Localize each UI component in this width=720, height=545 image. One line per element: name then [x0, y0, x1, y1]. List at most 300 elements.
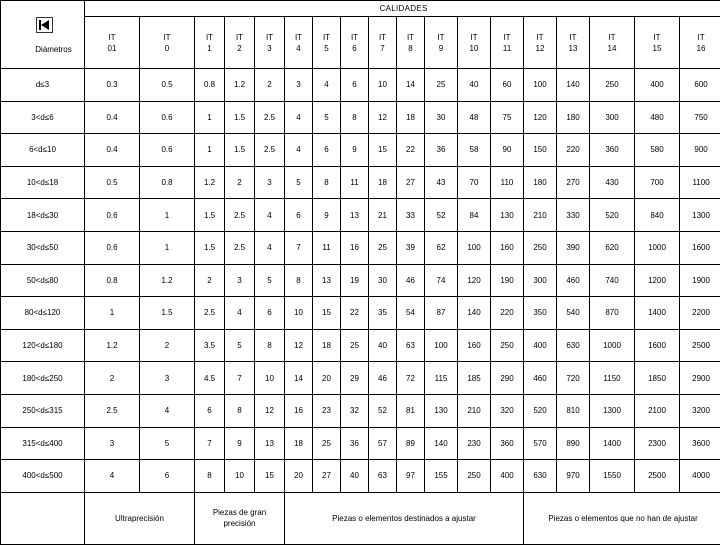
tolerance-value-cell: 220 [557, 134, 590, 167]
tolerance-value-cell: 700 [635, 166, 680, 199]
table-row [1, 394, 720, 427]
tolerance-value-cell: 14 [397, 69, 425, 102]
no-ajustar-cell [524, 492, 720, 544]
ajustar-cell [285, 492, 524, 544]
it-grade-number: 13 [557, 43, 589, 54]
tolerance-value-cell: 0.8 [85, 264, 140, 297]
tolerance-value-cell: 13 [255, 427, 285, 460]
tolerance-value-cell: 46 [369, 362, 397, 395]
it-prefix: IT [369, 32, 396, 43]
tolerance-value-cell: 1.5 [225, 134, 255, 167]
it-grade-header [285, 17, 313, 69]
tolerance-value-cell: 22 [397, 134, 425, 167]
tolerance-value-cell: 2500 [680, 329, 720, 362]
tolerance-value-cell: 1.5 [225, 101, 255, 134]
tolerance-value-cell: 190 [491, 264, 524, 297]
tolerance-value-cell: 40 [341, 460, 369, 493]
tolerance-value-cell: 320 [491, 394, 524, 427]
tolerance-value-cell: 7 [225, 362, 255, 395]
tolerance-value-cell: 360 [590, 134, 635, 167]
tolerance-value-cell: 25 [369, 231, 397, 264]
tolerance-value-cell: 20 [313, 362, 341, 395]
tolerance-value-cell: 720 [557, 362, 590, 395]
tolerance-value-cell: 480 [635, 101, 680, 134]
tolerance-value-cell: 5 [140, 427, 195, 460]
tolerance-value-cell: 57 [369, 427, 397, 460]
tolerance-value-cell: 29 [341, 362, 369, 395]
tolerance-value-cell: 19 [341, 264, 369, 297]
tolerance-value-cell: 460 [557, 264, 590, 297]
it-prefix: IT [195, 32, 224, 43]
it-grade-number: 6 [341, 43, 368, 54]
it-grade-header [225, 17, 255, 69]
tolerance-value-cell: 3 [85, 427, 140, 460]
tolerance-value-cell: 150 [524, 134, 557, 167]
tolerance-value-cell: 3200 [680, 394, 720, 427]
tolerance-value-cell: 0.6 [85, 199, 140, 232]
it-grade-header [425, 17, 458, 69]
tolerance-value-cell: 0.8 [140, 166, 195, 199]
tolerance-value-cell: 11 [341, 166, 369, 199]
tolerance-value-cell: 6 [285, 199, 313, 232]
tolerance-value-cell: 13 [341, 199, 369, 232]
tolerance-value-cell: 1150 [590, 362, 635, 395]
tolerance-value-cell: 360 [491, 427, 524, 460]
tolerance-value-cell: 210 [524, 199, 557, 232]
tolerance-value-cell: 540 [557, 297, 590, 330]
tolerance-value-cell: 100 [425, 329, 458, 362]
tolerance-value-cell: 810 [557, 394, 590, 427]
tolerance-value-cell: 630 [524, 460, 557, 493]
tolerance-value-cell: 58 [458, 134, 491, 167]
tolerance-value-cell: 570 [524, 427, 557, 460]
it-grade-header [524, 17, 557, 69]
tolerance-value-cell: 5 [255, 264, 285, 297]
tolerance-value-cell: 1 [85, 297, 140, 330]
tolerance-value-cell: 70 [458, 166, 491, 199]
table-row [1, 427, 720, 460]
tolerance-value-cell: 7 [285, 231, 313, 264]
tolerance-value-cell: 10 [285, 297, 313, 330]
tolerance-value-cell: 400 [491, 460, 524, 493]
tolerance-value-cell: 630 [557, 329, 590, 362]
tolerance-value-cell: 600 [680, 69, 720, 102]
tolerance-value-cell: 3 [255, 166, 285, 199]
gran-precision-cell [195, 492, 285, 544]
tolerance-value-cell: 160 [458, 329, 491, 362]
it-grade-header [680, 17, 720, 69]
tolerance-value-cell: 870 [590, 297, 635, 330]
tolerance-value-cell: 0.6 [85, 231, 140, 264]
table-row [1, 362, 720, 395]
footer-category-row [1, 492, 720, 544]
tolerance-value-cell: 18 [397, 101, 425, 134]
gran-precision-cell-text: precisión [195, 518, 284, 529]
tolerance-value-cell: 2200 [680, 297, 720, 330]
tolerance-value-cell: 25 [341, 329, 369, 362]
tolerance-value-cell: 115 [425, 362, 458, 395]
tolerance-value-cell: 1550 [590, 460, 635, 493]
tolerance-value-cell: 87 [425, 297, 458, 330]
it-grade-header [195, 17, 225, 69]
it-grade-header [140, 17, 195, 69]
it-grade-header [557, 17, 590, 69]
calidades-header-row [1, 1, 720, 17]
tolerance-value-cell: 2 [195, 264, 225, 297]
diametros-label: Diámetros [1, 36, 84, 55]
tolerance-value-cell: 155 [425, 460, 458, 493]
tolerance-value-cell: 1900 [680, 264, 720, 297]
tolerance-value-cell: 1400 [590, 427, 635, 460]
tolerance-value-cell: 130 [425, 394, 458, 427]
tolerance-value-cell: 8 [285, 264, 313, 297]
it-grade-number: 4 [285, 43, 312, 54]
tolerance-value-cell: 140 [458, 297, 491, 330]
tolerance-value-cell: 15 [313, 297, 341, 330]
ajustar-cell-text: Piezas o elementos destinados a ajustar [285, 513, 523, 524]
tolerance-value-cell: 12 [285, 329, 313, 362]
tolerance-value-cell: 580 [635, 134, 680, 167]
tolerance-value-cell: 2 [255, 69, 285, 102]
it-prefix: IT [285, 32, 312, 43]
tolerance-value-cell: 12 [369, 101, 397, 134]
it-grade-number: 5 [313, 43, 340, 54]
tolerance-value-cell: 10 [369, 69, 397, 102]
tolerance-value-cell: 140 [425, 427, 458, 460]
tolerance-value-cell: 2900 [680, 362, 720, 395]
tolerance-value-cell: 0.3 [85, 69, 140, 102]
tolerance-value-cell: 4 [85, 460, 140, 493]
tolerance-value-cell: 32 [341, 394, 369, 427]
tolerance-value-cell: 10 [255, 362, 285, 395]
tolerance-value-cell: 62 [425, 231, 458, 264]
tolerance-value-cell: 8 [313, 166, 341, 199]
table-row [1, 199, 720, 232]
it-grade-header [458, 17, 491, 69]
tolerance-value-cell: 40 [458, 69, 491, 102]
it-grade-header [85, 17, 140, 69]
tolerance-value-cell: 1300 [680, 199, 720, 232]
tolerance-value-cell: 350 [524, 297, 557, 330]
tolerance-value-cell: 6 [341, 69, 369, 102]
tolerance-value-cell: 400 [524, 329, 557, 362]
tolerance-value-cell: 9 [313, 199, 341, 232]
tolerance-value-cell: 6 [140, 460, 195, 493]
it-prefix: IT [458, 32, 490, 43]
it-prefix: IT [425, 32, 457, 43]
tolerance-value-cell: 15 [369, 134, 397, 167]
tolerance-value-cell: 2 [140, 329, 195, 362]
tolerance-value-cell: 16 [285, 394, 313, 427]
it-prefix: IT [397, 32, 424, 43]
tolerance-value-cell: 120 [458, 264, 491, 297]
it-prefix: IT [313, 32, 340, 43]
table-row [1, 297, 720, 330]
tolerance-value-cell: 180 [524, 166, 557, 199]
tolerance-value-cell: 12 [255, 394, 285, 427]
it-prefix: IT [140, 32, 194, 43]
tolerance-value-cell: 9 [225, 427, 255, 460]
it-grade-number: 11 [491, 43, 523, 54]
tolerance-value-cell: 1.2 [195, 166, 225, 199]
tolerance-value-cell: 0.6 [140, 134, 195, 167]
tolerance-value-cell: 74 [425, 264, 458, 297]
tolerance-value-cell: 1 [140, 231, 195, 264]
tolerance-value-cell: 10 [225, 460, 255, 493]
tolerance-value-cell: 8 [341, 101, 369, 134]
diameter-range-cell: 120<d≤180 [1, 329, 85, 362]
diameter-range-cell: d≤3 [1, 69, 85, 102]
diameter-range-cell: 250<d≤315 [1, 394, 85, 427]
it-prefix: IT [491, 32, 523, 43]
it-prefix: IT [524, 32, 556, 43]
tolerance-value-cell: 270 [557, 166, 590, 199]
diameter-range-cell: 315<d≤400 [1, 427, 85, 460]
tolerance-value-cell: 220 [491, 297, 524, 330]
tolerance-value-cell: 0.5 [85, 166, 140, 199]
tolerance-value-cell: 18 [313, 329, 341, 362]
it-grade-header [313, 17, 341, 69]
tolerance-value-cell: 1600 [680, 231, 720, 264]
diameter-range-cell: 10<d≤18 [1, 166, 85, 199]
tolerance-value-cell: 840 [635, 199, 680, 232]
tolerance-value-cell: 35 [369, 297, 397, 330]
tolerance-value-cell: 39 [397, 231, 425, 264]
tolerance-value-cell: 750 [680, 101, 720, 134]
tolerance-value-cell: 520 [590, 199, 635, 232]
tolerance-value-cell: 1300 [590, 394, 635, 427]
table-row [1, 460, 720, 493]
tolerance-value-cell: 0.5 [140, 69, 195, 102]
diameter-range-cell: 30<d≤50 [1, 231, 85, 264]
tolerance-value-cell: 390 [557, 231, 590, 264]
tolerance-value-cell: 4000 [680, 460, 720, 493]
diameter-range-cell: 50<d≤80 [1, 264, 85, 297]
tolerance-value-cell: 740 [590, 264, 635, 297]
tolerance-value-cell: 27 [397, 166, 425, 199]
tolerance-value-cell: 4 [255, 231, 285, 264]
tolerance-value-cell: 250 [590, 69, 635, 102]
tolerance-value-cell: 140 [557, 69, 590, 102]
tolerance-value-cell: 60 [491, 69, 524, 102]
it-grades-row [1, 17, 720, 69]
tolerance-value-cell: 2.5 [255, 101, 285, 134]
tolerance-value-cell: 54 [397, 297, 425, 330]
tolerance-value-cell: 1 [195, 101, 225, 134]
tolerance-value-cell: 1 [140, 199, 195, 232]
it-prefix: IT [557, 32, 589, 43]
tolerance-value-cell: 4 [285, 134, 313, 167]
it-grade-header [491, 17, 524, 69]
tolerance-value-cell: 1.5 [195, 199, 225, 232]
tolerance-value-cell: 72 [397, 362, 425, 395]
tolerance-value-cell: 40 [369, 329, 397, 362]
tolerance-value-cell: 2300 [635, 427, 680, 460]
tolerance-value-cell: 2.5 [225, 231, 255, 264]
tolerance-value-cell: 0.8 [195, 69, 225, 102]
tolerance-value-cell: 1000 [590, 329, 635, 362]
it-grade-number: 10 [458, 43, 490, 54]
it-grade-number: 12 [524, 43, 556, 54]
tolerance-value-cell: 8 [225, 394, 255, 427]
table-row [1, 134, 720, 167]
it-grade-number: 16 [680, 43, 720, 54]
tolerance-value-cell: 3 [285, 69, 313, 102]
tolerance-value-cell: 1.5 [140, 297, 195, 330]
tolerance-value-cell: 230 [458, 427, 491, 460]
tolerance-value-cell: 300 [590, 101, 635, 134]
it-grade-number: 3 [255, 43, 284, 54]
footer-empty-cell [1, 492, 85, 544]
table-row [1, 101, 720, 134]
tolerance-value-cell: 13 [313, 264, 341, 297]
tolerance-value-cell: 21 [369, 199, 397, 232]
tolerance-value-cell: 0.4 [85, 134, 140, 167]
tolerance-value-cell: 1600 [635, 329, 680, 362]
tolerance-value-cell: 890 [557, 427, 590, 460]
tolerance-value-cell: 250 [491, 329, 524, 362]
tolerance-value-cell: 5 [313, 101, 341, 134]
tolerance-value-cell: 210 [458, 394, 491, 427]
tolerance-value-cell: 8 [255, 329, 285, 362]
tolerance-value-cell: 5 [225, 329, 255, 362]
tolerance-value-cell: 2 [225, 166, 255, 199]
tolerance-value-cell: 250 [458, 460, 491, 493]
tolerance-value-cell: 46 [397, 264, 425, 297]
tolerance-value-cell: 97 [397, 460, 425, 493]
tolerance-value-cell: 2.5 [195, 297, 225, 330]
it-prefix: IT [341, 32, 368, 43]
it-grade-number: 2 [225, 43, 254, 54]
table-row [1, 166, 720, 199]
diameter-range-cell: 80<d≤120 [1, 297, 85, 330]
tolerance-value-cell: 330 [557, 199, 590, 232]
tolerance-value-cell: 970 [557, 460, 590, 493]
tolerance-value-cell: 4 [313, 69, 341, 102]
tolerance-value-cell: 20 [285, 460, 313, 493]
tolerance-value-cell: 100 [458, 231, 491, 264]
tolerance-value-cell: 1.2 [225, 69, 255, 102]
tolerance-value-cell: 4 [140, 394, 195, 427]
tolerance-value-cell: 2.5 [85, 394, 140, 427]
it-grade-header [255, 17, 285, 69]
it-prefix: IT [85, 32, 139, 43]
tolerance-value-cell: 30 [369, 264, 397, 297]
it-grade-header [590, 17, 635, 69]
tolerance-value-cell: 400 [635, 69, 680, 102]
tolerance-value-cell: 14 [285, 362, 313, 395]
tolerance-value-cell: 48 [458, 101, 491, 134]
tolerance-value-cell: 75 [491, 101, 524, 134]
tolerance-value-cell: 460 [524, 362, 557, 395]
it-prefix: IT [255, 32, 284, 43]
tolerance-value-cell: 250 [524, 231, 557, 264]
table-row [1, 69, 720, 102]
tolerance-value-cell: 22 [341, 297, 369, 330]
tolerance-value-cell: 130 [491, 199, 524, 232]
tolerance-value-cell: 84 [458, 199, 491, 232]
tolerance-value-cell: 3600 [680, 427, 720, 460]
tolerance-value-cell: 2.5 [255, 134, 285, 167]
tolerance-value-cell: 6 [255, 297, 285, 330]
tolerance-value-cell: 81 [397, 394, 425, 427]
tolerance-value-cell: 2.5 [225, 199, 255, 232]
tolerance-value-cell: 4 [255, 199, 285, 232]
diameter-range-cell: 400<d≤500 [1, 460, 85, 493]
tolerance-value-cell: 100 [524, 69, 557, 102]
tolerance-value-cell: 2 [85, 362, 140, 395]
tolerance-value-cell: 1100 [680, 166, 720, 199]
tolerance-value-cell: 1.2 [140, 264, 195, 297]
tolerance-value-cell: 2100 [635, 394, 680, 427]
tolerance-value-cell: 63 [369, 460, 397, 493]
tolerance-value-cell: 185 [458, 362, 491, 395]
tolerance-value-cell: 52 [425, 199, 458, 232]
ultraprecision-cell-text: Ultraprecisión [85, 513, 194, 524]
it-grade-number: 14 [590, 43, 634, 54]
it-grade-header [369, 17, 397, 69]
it-prefix: IT [680, 32, 720, 43]
tolerance-value-cell: 9 [341, 134, 369, 167]
tolerance-value-cell: 36 [425, 134, 458, 167]
it-grade-number: 0 [140, 43, 194, 54]
it-grade-number: 7 [369, 43, 396, 54]
it-prefix: IT [635, 32, 679, 43]
it-grade-number: 1 [195, 43, 224, 54]
tolerance-value-cell: 120 [524, 101, 557, 134]
tolerance-value-cell: 11 [313, 231, 341, 264]
tolerance-value-cell: 25 [313, 427, 341, 460]
tolerance-value-cell: 18 [369, 166, 397, 199]
tolerance-value-cell: 4.5 [195, 362, 225, 395]
tolerance-value-cell: 430 [590, 166, 635, 199]
tolerance-value-cell: 15 [255, 460, 285, 493]
tolerance-value-cell: 620 [590, 231, 635, 264]
ultraprecision-cell [85, 492, 195, 544]
tolerance-value-cell: 89 [397, 427, 425, 460]
tolerance-value-cell: 4 [285, 101, 313, 134]
tolerance-value-cell: 8 [195, 460, 225, 493]
it-grade-header [397, 17, 425, 69]
table-row [1, 329, 720, 362]
tolerance-value-cell: 33 [397, 199, 425, 232]
diameter-range-cell: 180<d≤250 [1, 362, 85, 395]
skip-back-icon[interactable] [36, 17, 53, 33]
tolerance-value-cell: 110 [491, 166, 524, 199]
tolerance-value-cell: 36 [341, 427, 369, 460]
tolerance-value-cell: 43 [425, 166, 458, 199]
no-ajustar-cell-text: Piezas o elementos que no han de ajustar [524, 513, 720, 524]
it-grade-header [635, 17, 680, 69]
tolerance-value-cell: 1.5 [195, 231, 225, 264]
tolerance-value-cell: 2500 [635, 460, 680, 493]
tolerance-value-cell: 3 [140, 362, 195, 395]
calidades-label: CALIDADES [85, 1, 720, 17]
tolerance-value-cell: 3 [225, 264, 255, 297]
tolerance-value-cell: 27 [313, 460, 341, 493]
tolerance-value-cell: 520 [524, 394, 557, 427]
tolerance-value-cell: 30 [425, 101, 458, 134]
table-row [1, 264, 720, 297]
tolerance-value-cell: 16 [341, 231, 369, 264]
tolerance-value-cell: 5 [285, 166, 313, 199]
tolerance-value-cell: 1200 [635, 264, 680, 297]
diameter-range-cell: 3<d≤6 [1, 101, 85, 134]
tolerance-value-cell: 1 [195, 134, 225, 167]
tolerance-value-cell: 6 [313, 134, 341, 167]
tolerance-value-cell: 1000 [635, 231, 680, 264]
diameter-range-cell: 18<d≤30 [1, 199, 85, 232]
